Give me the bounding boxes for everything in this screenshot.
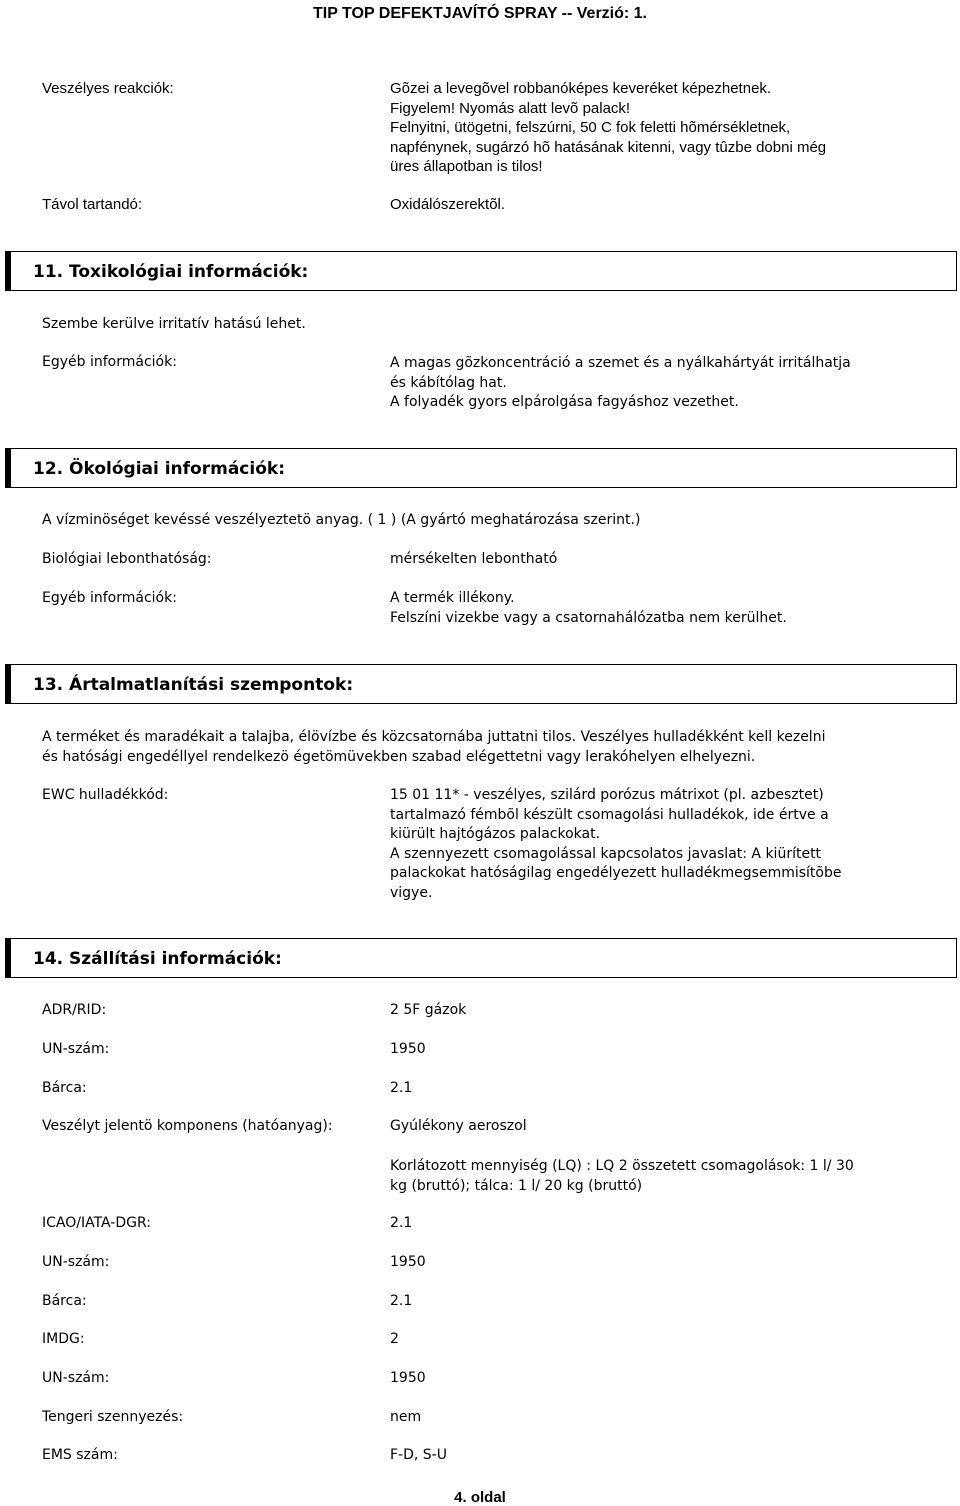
toxicology-other-label: Egyéb információk:	[42, 354, 177, 370]
un-number-value: 1950	[390, 1370, 426, 1386]
imdg-label: IMDG:	[42, 1331, 85, 1347]
section-heading-12	[5, 448, 957, 488]
text-line: kg (bruttó); tálca: 1 l/ 20 kg (bruttó)	[390, 1177, 643, 1194]
text-line: üres állapotban is tilos!	[390, 158, 543, 175]
marine-pollutant-value: nem	[390, 1409, 422, 1425]
label-class-label: Bárca:	[42, 1293, 87, 1309]
hazard-component-label: Veszélyt jelentö komponens (hatóanyag):	[42, 1118, 333, 1134]
text-line: tartalmazó fémbõl készült csomagolási hulladékok, ide értve a	[390, 806, 829, 823]
ecology-other-label: Egyéb információk:	[42, 590, 177, 606]
text-line: Felnyitni, ütögetni, felszúrni, 50 C fok feletti hõmérsékletnek,	[390, 119, 791, 136]
text-line: és kábítólag hat.	[390, 374, 507, 391]
un-number-value: 1950	[390, 1254, 426, 1270]
text-line: napfénynek, sugárzó hõ hatásának kitenni, vagy tûzbe dobni még	[390, 138, 827, 156]
page-number: 4. oldal	[454, 1489, 506, 1506]
label-class-value: 2.1	[390, 1080, 413, 1096]
label-class-label: Bárca:	[42, 1080, 87, 1096]
ewc-label: EWC hulladékkód:	[42, 787, 169, 803]
text-line: és hatósági engedéllyel rendelkezö égetömüvekben szabad elégettetni vagy lerakóhelyen elhelyezni.	[42, 748, 756, 765]
text-line: A szennyezett csomagolással kapcsolatos javaslat: A kiürített	[390, 845, 822, 862]
imdg-value: 2	[390, 1331, 399, 1347]
ecology-other-text	[390, 589, 787, 628]
hazard-component-value: Gyúlékony aeroszol	[390, 1118, 527, 1134]
text-line: Gõzei a levegõvel robbanóképes keveréket képezhetnek.	[390, 80, 772, 97]
section-title: 13. Ártalmatlanítási szempontok:	[33, 675, 354, 695]
text-line: Felszíni vizekbe vagy a csatornahálózatba nem kerülhet.	[390, 609, 787, 626]
adr-rid-value: 2 5F gázok	[390, 1002, 467, 1018]
text-line: vigye.	[390, 884, 433, 901]
icao-iata-label: ICAO/IATA-DGR:	[42, 1215, 152, 1231]
section-heading-11	[5, 251, 957, 291]
ems-number-value: F-D, S-U	[390, 1447, 447, 1463]
un-number-label: UN-szám:	[42, 1041, 110, 1057]
biodegradability-value: mérsékelten lebontható	[390, 551, 558, 567]
keep-away-label: Távol tartandó:	[42, 196, 143, 213]
section-heading-14	[5, 938, 957, 978]
document-title: TIP TOP DEFEKTJAVÍTÓ SPRAY -- Verzió: 1.	[312, 5, 647, 22]
un-number-value: 1950	[390, 1041, 426, 1057]
text-line: Korlátozott mennyiség (LQ) : LQ 2 összetett csomagolások: 1 l/ 30	[390, 1158, 854, 1174]
text-line: A termék illékony.	[390, 590, 515, 606]
section-title: 11. Toxikológiai információk:	[33, 262, 309, 282]
icao-iata-value: 2.1	[390, 1215, 413, 1231]
toxicology-other-text	[390, 354, 851, 413]
label-class-value: 2.1	[390, 1293, 413, 1309]
toxicology-intro: Szembe kerülve irritatív hatású lehet.	[42, 316, 306, 332]
section-title: 14. Szállítási információk:	[33, 949, 282, 969]
hazardous-reactions-text	[390, 79, 826, 177]
text-line: A folyadék gyors elpárolgása fagyáshoz vezethet.	[390, 394, 739, 410]
text-line: kiürült hajtógázos palackokat.	[390, 826, 601, 842]
disposal-intro	[42, 728, 825, 767]
text-line: palackokat hatóságilag engedélyezett hulladékmegsemmisítõbe	[390, 865, 842, 881]
text-line: Figyelem! Nyomás alatt levõ palack!	[390, 99, 631, 117]
section-heading-13	[5, 664, 957, 704]
marine-pollutant-label: Tengeri szennyezés:	[42, 1409, 184, 1425]
ewc-text	[390, 786, 841, 903]
text-line: A terméket és maradékait a talajba, élövízbe és közcsatornába juttatni tilos. Veszélyes hulladékként kell kezelni	[42, 729, 826, 745]
un-number-label: UN-szám:	[42, 1370, 110, 1386]
hazardous-reactions-label: Veszélyes reakciók:	[42, 80, 174, 97]
biodegradability-label: Biológiai lebonthatóság:	[42, 551, 212, 567]
adr-rid-label: ADR/RID:	[42, 1002, 107, 1018]
text-line: A magas gõzkoncentráció a szemet és a nyálkahártyát irritálhatja	[390, 355, 851, 371]
ecology-intro: A vízminöséget kevéssé veszélyeztetö anyag. ( 1 ) (A gyártó meghatározása szerint.)	[42, 512, 641, 528]
un-number-label: UN-szám:	[42, 1254, 110, 1270]
keep-away-value: Oxidálószerektõl.	[390, 196, 506, 213]
text-line: 15 01 11* - veszélyes, szilárd porózus mátrixot (pl. azbesztet)	[390, 787, 824, 803]
limited-quantity-text	[390, 1157, 854, 1196]
ems-number-label: EMS szám:	[42, 1447, 118, 1463]
section-title: 12. Ökológiai információk:	[33, 459, 285, 479]
